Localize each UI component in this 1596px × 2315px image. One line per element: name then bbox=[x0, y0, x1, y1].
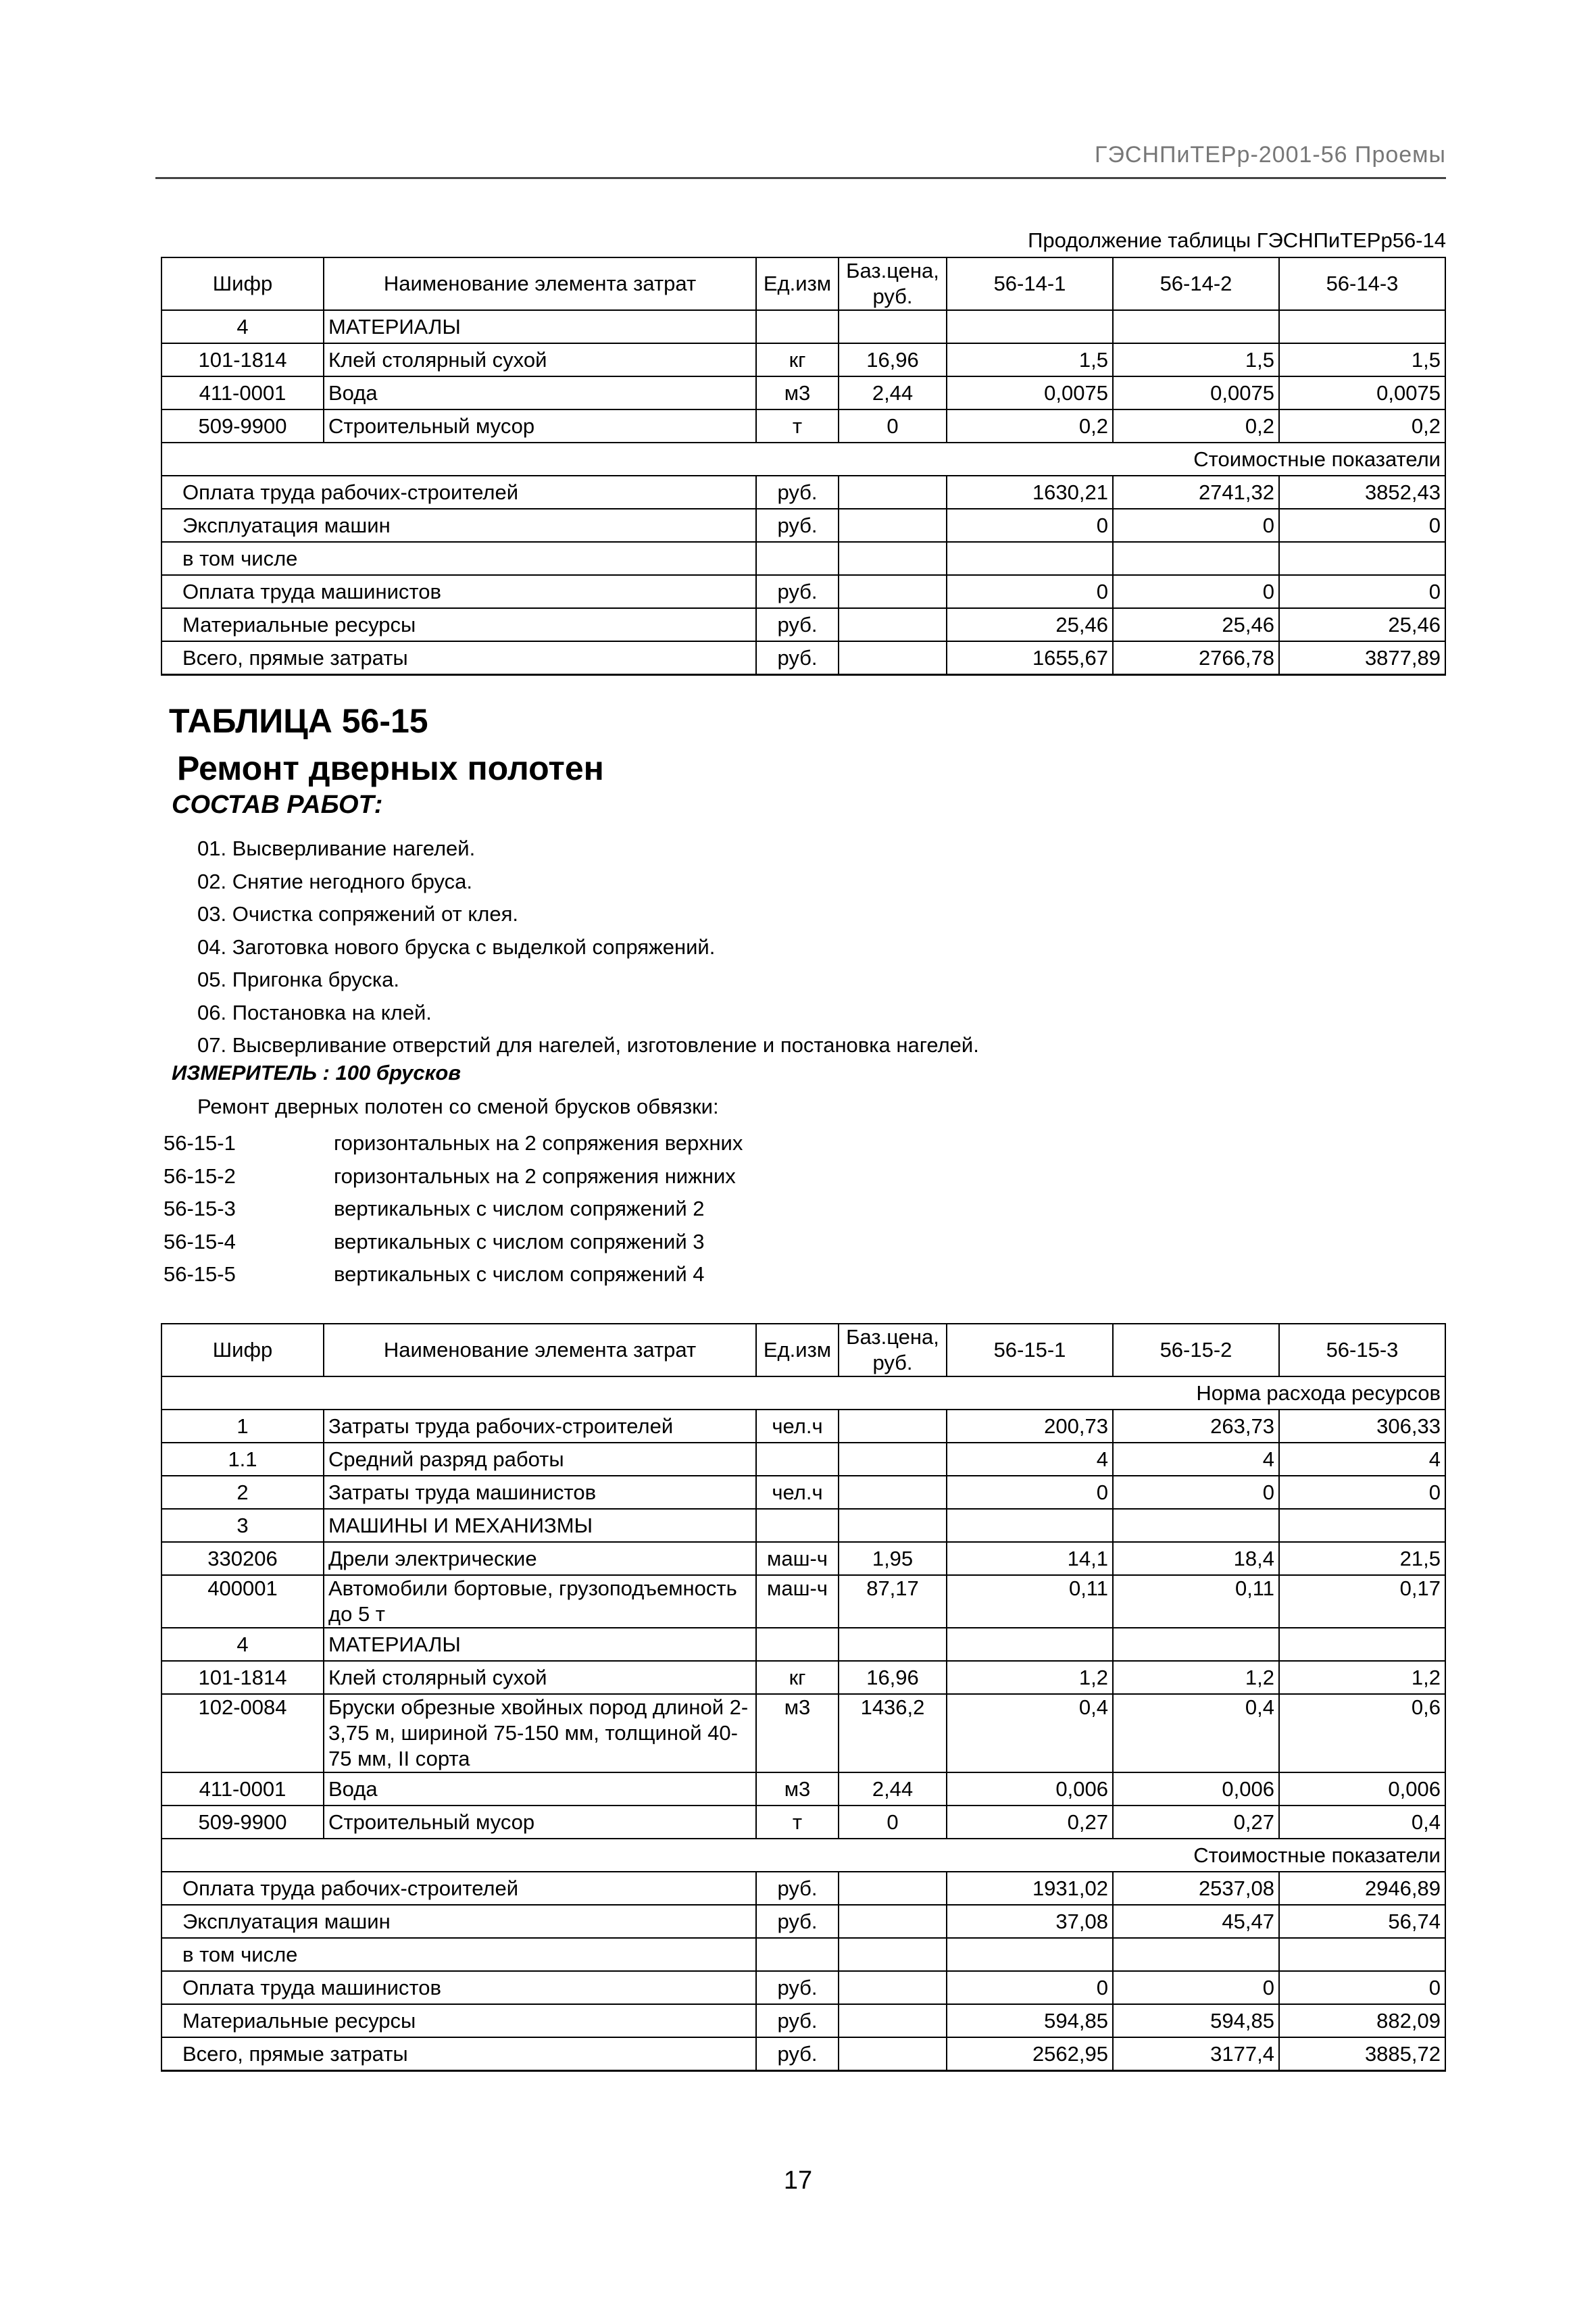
cell-price bbox=[839, 1509, 947, 1542]
cost-row bbox=[161, 608, 1445, 641]
table-row bbox=[161, 1410, 1445, 1443]
cell-name: Вода bbox=[324, 1772, 756, 1806]
cell-value: 0,11 bbox=[947, 1575, 1113, 1628]
cell-unit bbox=[756, 310, 839, 343]
table-row bbox=[161, 1806, 1445, 1839]
operation-item: 05. Пригонка бруска. bbox=[197, 968, 400, 991]
cell-value: 0,27 bbox=[1113, 1806, 1279, 1839]
col-header-code: Шифр bbox=[161, 257, 324, 310]
cost-value: 1655,67 bbox=[947, 641, 1113, 675]
cell-value bbox=[947, 310, 1113, 343]
cost-value: 2562,95 bbox=[947, 2037, 1113, 2071]
cost-value bbox=[1279, 542, 1445, 575]
col-header-name: Наименование элемента затрат bbox=[324, 1324, 756, 1376]
operation-item: 03. Очистка сопряжений от клея. bbox=[197, 902, 518, 926]
cost-price bbox=[839, 641, 947, 675]
cost-unit: руб. bbox=[756, 641, 839, 675]
col-header-code-3: 56-15-3 bbox=[1279, 1324, 1445, 1376]
col-header-code-3: 56-14-3 bbox=[1279, 257, 1445, 310]
cost-price bbox=[839, 575, 947, 608]
cell-code: 411-0001 bbox=[161, 376, 324, 409]
cost-price bbox=[839, 2037, 947, 2071]
cost-unit bbox=[756, 542, 839, 575]
cell-code: 400001 bbox=[161, 1575, 324, 1628]
cell-value: 0,2 bbox=[1279, 409, 1445, 443]
table-row bbox=[161, 1575, 1445, 1628]
cell-name: Дрели электрические bbox=[324, 1542, 756, 1575]
cell-price bbox=[839, 1628, 947, 1661]
cost-unit: руб. bbox=[756, 1905, 839, 1938]
cost-name: Оплата труда машинистов bbox=[161, 1971, 756, 2004]
cost-price bbox=[839, 1872, 947, 1905]
cell-code: 4 bbox=[161, 310, 324, 343]
cell-value: 21,5 bbox=[1279, 1542, 1445, 1575]
cost-unit: руб. bbox=[756, 509, 839, 542]
cost-row bbox=[161, 1971, 1445, 2004]
cell-value bbox=[1279, 1509, 1445, 1542]
cost-value: 1630,21 bbox=[947, 476, 1113, 509]
cost-name: Эксплуатация машин bbox=[161, 1905, 756, 1938]
cell-value: 0,2 bbox=[947, 409, 1113, 443]
cost-value: 2741,32 bbox=[1113, 476, 1279, 509]
cell-unit: т bbox=[756, 1806, 839, 1839]
cost-value: 0 bbox=[1113, 509, 1279, 542]
cell-unit: м3 bbox=[756, 376, 839, 409]
cell-value: 1,2 bbox=[947, 1661, 1113, 1694]
cost-value: 25,46 bbox=[1279, 608, 1445, 641]
col-header-code-2: 56-14-2 bbox=[1113, 257, 1279, 310]
cost-unit: руб. bbox=[756, 1872, 839, 1905]
cell-value: 0,4 bbox=[1279, 1806, 1445, 1839]
cell-code: 509-9900 bbox=[161, 409, 324, 443]
cost-row bbox=[161, 641, 1445, 675]
cost-value: 3877,89 bbox=[1279, 641, 1445, 675]
cost-price bbox=[839, 509, 947, 542]
cell-price bbox=[839, 1476, 947, 1509]
cost-indicators-label: Стоимостные показатели bbox=[161, 443, 1445, 476]
table-row bbox=[161, 376, 1445, 409]
cost-unit: руб. bbox=[756, 2037, 839, 2071]
code-item: 56-15-4 вертикальных с числом сопряжений 3 bbox=[164, 1229, 705, 1253]
cost-value: 2537,08 bbox=[1113, 1872, 1279, 1905]
cost-row bbox=[161, 542, 1445, 575]
cell-name: Клей столярный сухой bbox=[324, 1661, 756, 1694]
cell-value: 0,006 bbox=[947, 1772, 1113, 1806]
cell-value: 200,73 bbox=[947, 1410, 1113, 1443]
cell-code: 1.1 bbox=[161, 1443, 324, 1476]
cost-price bbox=[839, 2004, 947, 2037]
cell-code: 102-0084 bbox=[161, 1694, 324, 1772]
cost-name: Оплата труда рабочих-строителей bbox=[161, 1872, 756, 1905]
cell-value: 0,27 bbox=[947, 1806, 1113, 1839]
cell-value: 0,11 bbox=[1113, 1575, 1279, 1628]
cost-value: 56,74 bbox=[1279, 1905, 1445, 1938]
cell-unit: м3 bbox=[756, 1772, 839, 1806]
cell-code: 3 bbox=[161, 1509, 324, 1542]
cell-value: 0,4 bbox=[1113, 1694, 1279, 1772]
cell-value bbox=[1113, 1509, 1279, 1542]
cell-unit: маш-ч bbox=[756, 1542, 839, 1575]
table-row bbox=[161, 1509, 1445, 1542]
operation-item: 02. Снятие негодного бруса. bbox=[197, 869, 472, 893]
col-header-code-2: 56-15-2 bbox=[1113, 1324, 1279, 1376]
cost-value bbox=[947, 1938, 1113, 1971]
col-header-price: Баз.цена, руб. bbox=[839, 1324, 947, 1376]
cost-price bbox=[839, 608, 947, 641]
cell-unit: кг bbox=[756, 1661, 839, 1694]
cost-indicators-row bbox=[161, 1839, 1445, 1872]
cost-unit: руб. bbox=[756, 476, 839, 509]
cell-name: Автомобили бортовые, грузоподъемность до 5 т bbox=[324, 1575, 756, 1628]
cost-row bbox=[161, 1938, 1445, 1971]
cell-value bbox=[1113, 310, 1279, 343]
cost-value: 0 bbox=[1279, 1971, 1445, 2004]
cost-row bbox=[161, 2004, 1445, 2037]
cost-value: 3177,4 bbox=[1113, 2037, 1279, 2071]
cell-price bbox=[839, 1410, 947, 1443]
cell-price: 16,96 bbox=[839, 1661, 947, 1694]
cost-row bbox=[161, 1905, 1445, 1938]
cell-code: 509-9900 bbox=[161, 1806, 324, 1839]
cost-value: 882,09 bbox=[1279, 2004, 1445, 2037]
cell-name: Затраты труда рабочих-строителей bbox=[324, 1410, 756, 1443]
cell-value: 0,6 bbox=[1279, 1694, 1445, 1772]
cost-price bbox=[839, 476, 947, 509]
cost-row bbox=[161, 509, 1445, 542]
cell-unit bbox=[756, 1509, 839, 1542]
col-header-code: Шифр bbox=[161, 1324, 324, 1376]
cell-code: 411-0001 bbox=[161, 1772, 324, 1806]
cell-code: 4 bbox=[161, 1628, 324, 1661]
cost-unit: руб. bbox=[756, 608, 839, 641]
cell-value bbox=[947, 1628, 1113, 1661]
table-row bbox=[161, 1443, 1445, 1476]
cost-name: Материальные ресурсы bbox=[161, 608, 756, 641]
code-item: 56-15-3 вертикальных с числом сопряжений 2 bbox=[164, 1197, 705, 1220]
cell-value: 18,4 bbox=[1113, 1542, 1279, 1575]
cell-value: 0,4 bbox=[947, 1694, 1113, 1772]
cost-value bbox=[1113, 542, 1279, 575]
operation-item: 06. Постановка на клей. bbox=[197, 1000, 432, 1024]
code-item: 56-15-5 вертикальных с числом сопряжений 4 bbox=[164, 1262, 705, 1286]
cost-name: Оплата труда рабочих-строителей bbox=[161, 476, 756, 509]
cell-unit: чел.ч bbox=[756, 1476, 839, 1509]
operation-item: 04. Заготовка нового бруска с выделкой сопряжений. bbox=[197, 935, 716, 959]
cost-value: 3852,43 bbox=[1279, 476, 1445, 509]
cost-value: 25,46 bbox=[1113, 608, 1279, 641]
cell-value bbox=[1279, 1628, 1445, 1661]
cost-name: Всего, прямые затраты bbox=[161, 641, 756, 675]
cost-value: 0 bbox=[947, 509, 1113, 542]
cost-price bbox=[839, 1938, 947, 1971]
table-row bbox=[161, 1542, 1445, 1575]
document-header-title: ГЭСНПиТЕРр-2001-56 Проемы bbox=[1095, 142, 1446, 168]
cost-name: Всего, прямые затраты bbox=[161, 2037, 756, 2071]
cell-value: 306,33 bbox=[1279, 1410, 1445, 1443]
cell-price bbox=[839, 310, 947, 343]
cost-value: 0 bbox=[1113, 1971, 1279, 2004]
cell-value: 263,73 bbox=[1113, 1410, 1279, 1443]
cost-value: 3885,72 bbox=[1279, 2037, 1445, 2071]
table-row bbox=[161, 409, 1445, 443]
cell-value: 1,2 bbox=[1113, 1661, 1279, 1694]
cell-value: 0 bbox=[1279, 1476, 1445, 1509]
cell-name: Бруски обрезные хвойных пород длиной 2-3,75 м, шириной 75-150 мм, толщиной 40-75 мм, II сорта bbox=[324, 1694, 756, 1772]
cell-price: 2,44 bbox=[839, 376, 947, 409]
cost-value: 2946,89 bbox=[1279, 1872, 1445, 1905]
cell-price: 0 bbox=[839, 409, 947, 443]
cell-code: 1 bbox=[161, 1410, 324, 1443]
cost-price bbox=[839, 542, 947, 575]
cell-name: Строительный мусор bbox=[324, 409, 756, 443]
cost-value: 0 bbox=[1113, 575, 1279, 608]
cell-unit: т bbox=[756, 409, 839, 443]
cell-name: МАТЕРИАЛЫ bbox=[324, 1628, 756, 1661]
cell-value: 0,006 bbox=[1279, 1772, 1445, 1806]
cost-name: Материальные ресурсы bbox=[161, 2004, 756, 2037]
cost-value: 0 bbox=[947, 575, 1113, 608]
cell-value: 0,006 bbox=[1113, 1772, 1279, 1806]
code-item: 56-15-2 горизонтальных на 2 сопряжения нижних bbox=[164, 1164, 736, 1188]
cell-unit: м3 bbox=[756, 1694, 839, 1772]
cell-unit: чел.ч bbox=[756, 1410, 839, 1443]
cell-price: 16,96 bbox=[839, 343, 947, 376]
col-header-code-1: 56-15-1 bbox=[947, 1324, 1113, 1376]
table-row bbox=[161, 1661, 1445, 1694]
table-row bbox=[161, 1628, 1445, 1661]
cell-value: 1,5 bbox=[1279, 343, 1445, 376]
cell-value: 0,0075 bbox=[1279, 376, 1445, 409]
cell-price: 1,95 bbox=[839, 1542, 947, 1575]
cell-value: 4 bbox=[1113, 1443, 1279, 1476]
cost-value: 0 bbox=[1279, 575, 1445, 608]
cost-value: 25,46 bbox=[947, 608, 1113, 641]
cell-unit: маш-ч bbox=[756, 1575, 839, 1628]
cell-value: 1,5 bbox=[1113, 343, 1279, 376]
table-row bbox=[161, 1772, 1445, 1806]
cell-name: Затраты труда машинистов bbox=[324, 1476, 756, 1509]
cell-value: 0,17 bbox=[1279, 1575, 1445, 1628]
col-header-name: Наименование элемента затрат bbox=[324, 257, 756, 310]
cell-value bbox=[947, 1509, 1113, 1542]
cost-row bbox=[161, 1872, 1445, 1905]
col-header-code-1: 56-14-1 bbox=[947, 257, 1113, 310]
cell-price: 1436,2 bbox=[839, 1694, 947, 1772]
cost-unit bbox=[756, 1938, 839, 1971]
cost-value bbox=[1279, 1938, 1445, 1971]
cell-name: Средний разряд работы bbox=[324, 1443, 756, 1476]
cell-code: 101-1814 bbox=[161, 1661, 324, 1694]
cell-value: 14,1 bbox=[947, 1542, 1113, 1575]
col-header-price: Баз.цена, руб. bbox=[839, 257, 947, 310]
cell-value: 4 bbox=[947, 1443, 1113, 1476]
cost-value: 594,85 bbox=[1113, 2004, 1279, 2037]
cost-name: Эксплуатация машин bbox=[161, 509, 756, 542]
cell-unit bbox=[756, 1628, 839, 1661]
cell-price: 0 bbox=[839, 1806, 947, 1839]
cost-value: 37,08 bbox=[947, 1905, 1113, 1938]
section-subtitle: Ремонт дверных полотен bbox=[177, 749, 604, 787]
cell-name: Строительный мусор bbox=[324, 1806, 756, 1839]
header-rule bbox=[155, 177, 1446, 179]
cost-indicators-row bbox=[161, 443, 1445, 476]
cost-price bbox=[839, 1971, 947, 2004]
table-row bbox=[161, 1476, 1445, 1509]
cost-value: 2766,78 bbox=[1113, 641, 1279, 675]
norm-label: Норма расхода ресурсов bbox=[161, 1376, 1445, 1410]
cell-value: 1,2 bbox=[1279, 1661, 1445, 1694]
cell-name: МАШИНЫ И МЕХАНИЗМЫ bbox=[324, 1509, 756, 1542]
cell-code: 101-1814 bbox=[161, 343, 324, 376]
cell-value: 0 bbox=[947, 1476, 1113, 1509]
cell-value: 0,2 bbox=[1113, 409, 1279, 443]
cell-code: 330206 bbox=[161, 1542, 324, 1575]
composition-heading: СОСТАВ РАБОТ: bbox=[172, 791, 383, 819]
col-header-unit: Ед.изм bbox=[756, 1324, 839, 1376]
cost-unit: руб. bbox=[756, 1971, 839, 2004]
cost-unit: руб. bbox=[756, 2004, 839, 2037]
table-56-15 bbox=[161, 1323, 1446, 2072]
cost-value bbox=[1113, 1938, 1279, 1971]
cost-unit: руб. bbox=[756, 575, 839, 608]
cell-name: Клей столярный сухой bbox=[324, 343, 756, 376]
cost-row bbox=[161, 575, 1445, 608]
cost-name: в том числе bbox=[161, 542, 756, 575]
cell-unit bbox=[756, 1443, 839, 1476]
cell-price: 2,44 bbox=[839, 1772, 947, 1806]
cost-name: Оплата труда машинистов bbox=[161, 575, 756, 608]
table-row bbox=[161, 1694, 1445, 1772]
cost-row bbox=[161, 476, 1445, 509]
cell-value: 4 bbox=[1279, 1443, 1445, 1476]
operation-item: 07. Высверливание отверстий для нагелей, изготовление и постановка нагелей. bbox=[197, 1033, 979, 1057]
table-row bbox=[161, 310, 1445, 343]
cell-price bbox=[839, 1443, 947, 1476]
cost-price bbox=[839, 1905, 947, 1938]
repair-intro: Ремонт дверных полотен со сменой брусков обвязки: bbox=[197, 1095, 719, 1118]
cost-value: 0 bbox=[947, 1971, 1113, 2004]
cell-value: 0,0075 bbox=[947, 376, 1113, 409]
code-descriptions bbox=[164, 1127, 743, 1291]
cell-value: 1,5 bbox=[947, 343, 1113, 376]
col-header-unit: Ед.изм bbox=[756, 257, 839, 310]
cell-value: 0,0075 bbox=[1113, 376, 1279, 409]
table-row bbox=[161, 343, 1445, 376]
code-item: 56-15-1 горизонтальных на 2 сопряжения верхних bbox=[164, 1131, 743, 1155]
operations-list bbox=[197, 832, 979, 1062]
cost-value: 0 bbox=[1279, 509, 1445, 542]
cost-value: 45,47 bbox=[1113, 1905, 1279, 1938]
cost-indicators-label: Стоимостные показатели bbox=[161, 1839, 1445, 1872]
page-number: 17 bbox=[783, 2166, 813, 2195]
operation-item: 01. Высверливание нагелей. bbox=[197, 837, 476, 860]
cell-value bbox=[1279, 310, 1445, 343]
table-continuation-caption: Продолжение таблицы ГЭСНПиТЕРр56-14 bbox=[1028, 228, 1446, 252]
cost-row bbox=[161, 2037, 1445, 2071]
table-title: ТАБЛИЦА 56-15 bbox=[169, 702, 428, 740]
cell-name: Вода bbox=[324, 376, 756, 409]
cost-value: 1931,02 bbox=[947, 1872, 1113, 1905]
cell-price: 87,17 bbox=[839, 1575, 947, 1628]
norm-label-row bbox=[161, 1376, 1445, 1410]
cell-value bbox=[1113, 1628, 1279, 1661]
cell-value: 0 bbox=[1113, 1476, 1279, 1509]
table-56-14-continuation bbox=[161, 257, 1446, 676]
cell-code: 2 bbox=[161, 1476, 324, 1509]
measure-unit: ИЗМЕРИТЕЛЬ : 100 брусков bbox=[172, 1061, 461, 1085]
cost-value: 594,85 bbox=[947, 2004, 1113, 2037]
cell-name: МАТЕРИАЛЫ bbox=[324, 310, 756, 343]
cell-unit: кг bbox=[756, 343, 839, 376]
cost-name: в том числе bbox=[161, 1938, 756, 1971]
cost-value bbox=[947, 542, 1113, 575]
